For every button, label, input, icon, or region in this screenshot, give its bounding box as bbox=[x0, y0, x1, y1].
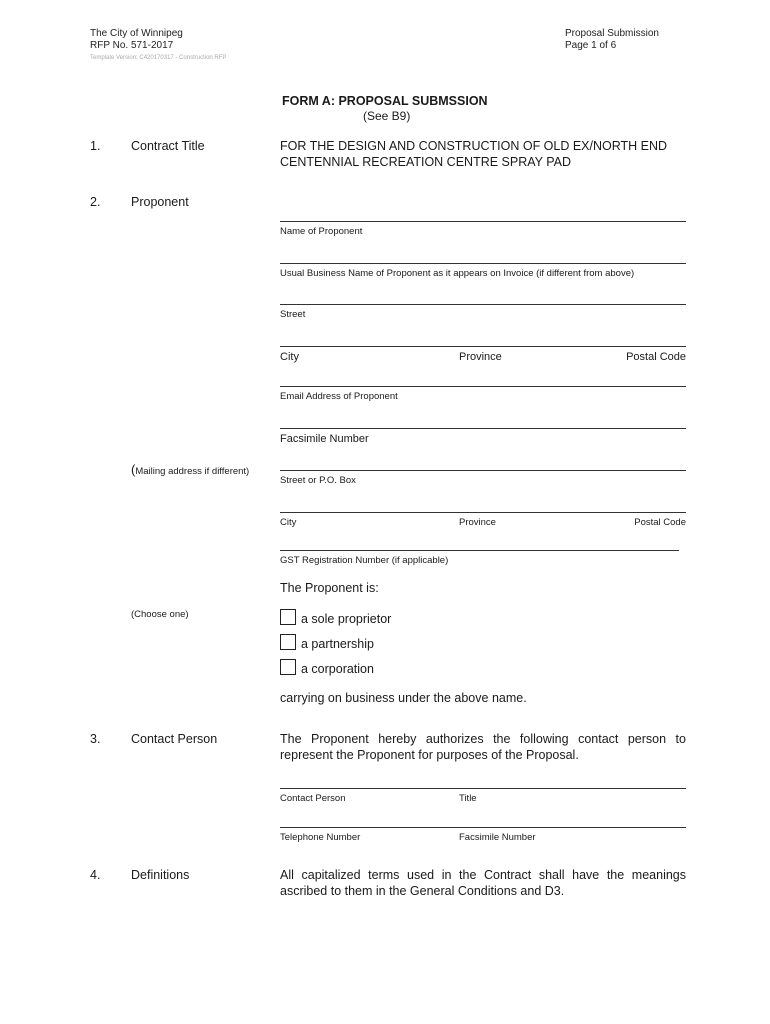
contact-person-caption: Contact Person bbox=[280, 793, 346, 804]
usual-business-name-field[interactable] bbox=[280, 263, 686, 279]
facsimile-line bbox=[280, 428, 686, 429]
contact-title-line bbox=[280, 788, 686, 789]
street-line bbox=[280, 304, 686, 305]
mailing-address-label: Mailing address if different) bbox=[135, 466, 250, 477]
section-3-number: 3. bbox=[90, 732, 101, 746]
section-4-number: 4. bbox=[90, 868, 101, 882]
contract-title-line2: CENTENNIAL RECREATION CENTRE SPRAY PAD bbox=[280, 155, 572, 169]
section-2-number: 2. bbox=[90, 195, 101, 209]
sole-proprietor-checkbox[interactable] bbox=[280, 609, 296, 625]
proponent-name-field[interactable] bbox=[280, 221, 686, 237]
form-subtitle: (See B9) bbox=[363, 109, 411, 123]
contact-title-field[interactable] bbox=[280, 788, 686, 807]
section-3-label: Contact Person bbox=[131, 732, 218, 746]
postal-code-caption: Postal Code bbox=[626, 351, 686, 363]
province-caption: Province bbox=[459, 351, 502, 363]
header-org: The City of Winnipeg bbox=[90, 28, 183, 39]
mailing-address-note bbox=[131, 461, 249, 479]
telephone-caption: Telephone Number bbox=[280, 832, 361, 843]
form-title: FORM A: PROPOSAL SUBMSSION bbox=[282, 94, 488, 108]
mailing-open-paren: ( bbox=[131, 462, 136, 477]
email-field[interactable] bbox=[280, 386, 686, 402]
contact-person-text: The Proponent hereby authorizes the following contact person to represent the Proponent for purposes of the Proposal. bbox=[280, 732, 686, 762]
mailing-street-field[interactable] bbox=[280, 470, 686, 486]
corporation-label: a corporation bbox=[301, 662, 374, 676]
mailing-city-province-postal-field[interactable] bbox=[280, 512, 686, 531]
email-caption: Email Address of Proponent bbox=[280, 391, 398, 402]
title-caption: Title bbox=[459, 793, 477, 804]
facsimile-caption: Facsimile Number bbox=[280, 433, 369, 445]
partnership-label: a partnership bbox=[301, 637, 374, 651]
mailing-city-province-postal-line bbox=[280, 512, 686, 513]
facsimile-field[interactable] bbox=[280, 428, 686, 445]
choose-one-label: (Choose one) bbox=[131, 609, 189, 620]
city-caption: City bbox=[280, 351, 299, 363]
header-template-version: Template Version: C420170317 - Construction RFP bbox=[90, 55, 227, 61]
gst-line bbox=[280, 550, 679, 551]
phone-fax-line bbox=[280, 827, 686, 828]
mailing-postal-caption: Postal Code bbox=[634, 517, 686, 528]
email-line bbox=[280, 386, 686, 387]
header-doc-title: Proposal Submission bbox=[565, 28, 659, 39]
mailing-city-caption: City bbox=[280, 517, 297, 528]
contract-title-line1: FOR THE DESIGN AND CONSTRUCTION OF OLD EX/NORTH END bbox=[280, 139, 668, 153]
definitions-text: All capitalized terms used in the Contract shall have the meanings ascribed to them in the General Conditions and D3. bbox=[280, 868, 686, 898]
section-4-label: Definitions bbox=[131, 868, 190, 882]
section-2-label: Proponent bbox=[131, 195, 189, 209]
city-province-postal-line bbox=[280, 346, 686, 347]
mailing-street-caption: Street or P.O. Box bbox=[280, 475, 356, 486]
corporation-checkbox[interactable] bbox=[280, 659, 296, 675]
carrying-on-business-text: carrying on business under the above name. bbox=[280, 691, 527, 705]
gst-field[interactable] bbox=[280, 550, 679, 566]
sole-proprietor-label: a sole proprietor bbox=[301, 612, 392, 626]
usual-business-name-line bbox=[280, 263, 686, 264]
proponent-is-label: The Proponent is: bbox=[280, 581, 379, 595]
street-field[interactable] bbox=[280, 304, 686, 320]
city-province-postal-field[interactable] bbox=[280, 346, 686, 365]
mailing-province-caption: Province bbox=[459, 517, 496, 528]
gst-caption: GST Registration Number (if applicable) bbox=[280, 555, 449, 566]
mailing-street-line bbox=[280, 470, 686, 471]
contact-fax-caption: Facsimile Number bbox=[459, 832, 536, 843]
proponent-name-caption: Name of Proponent bbox=[280, 226, 363, 237]
section-1-label: Contract Title bbox=[131, 139, 205, 153]
proponent-name-line bbox=[280, 221, 686, 222]
usual-business-name-caption: Usual Business Name of Proponent as it appears on Invoice (if different from above) bbox=[280, 268, 635, 279]
header-rfp-number: RFP No. 571-2017 bbox=[90, 40, 174, 51]
street-caption: Street bbox=[280, 309, 306, 320]
section-1-number: 1. bbox=[90, 139, 101, 153]
header-page-number: Page 1 of 6 bbox=[565, 40, 617, 51]
phone-fax-field[interactable] bbox=[280, 827, 686, 846]
partnership-checkbox[interactable] bbox=[280, 634, 296, 650]
